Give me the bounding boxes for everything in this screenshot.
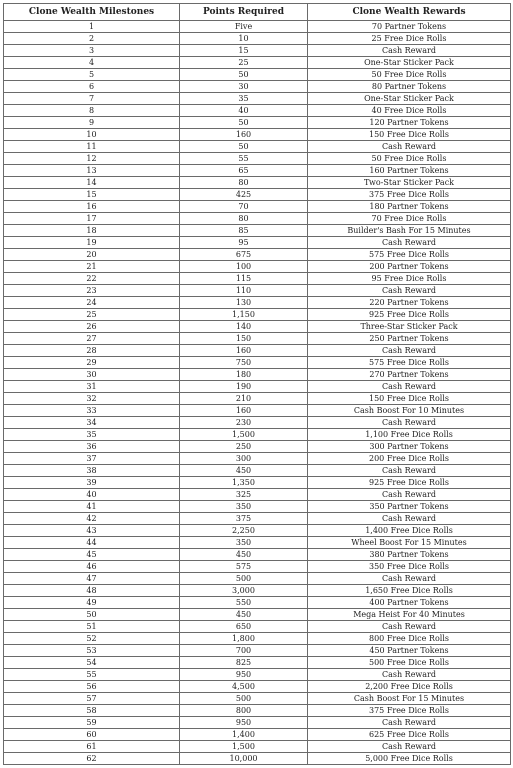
points-cell: 50 [180,141,308,153]
table-row [4,285,511,297]
table-row [4,249,511,261]
table-row [4,213,511,225]
table-row [4,45,511,57]
reward-cell: 300 Partner Tokens [308,441,511,453]
points-cell: 180 [180,369,308,381]
table-row [4,345,511,357]
table-body [4,21,511,765]
milestone-cell: 26 [4,321,180,333]
points-cell: 650 [180,621,308,633]
points-cell: 210 [180,393,308,405]
reward-cell: 200 Free Dice Rolls [308,453,511,465]
milestone-cell: 45 [4,549,180,561]
milestone-cell: 39 [4,477,180,489]
table-row [4,105,511,117]
milestone-cell: 46 [4,561,180,573]
header-milestones: Clone Wealth Milestones [4,4,180,21]
reward-cell: One-Star Sticker Pack [308,93,511,105]
milestone-cell: 4 [4,57,180,69]
reward-cell: 160 Partner Tokens [308,165,511,177]
points-cell: 1,400 [180,729,308,741]
milestone-cell: 47 [4,573,180,585]
table-row [4,153,511,165]
reward-cell: Two-Star Sticker Pack [308,177,511,189]
reward-cell: Mega Heist For 40 Minutes [308,609,511,621]
points-cell: 150 [180,333,308,345]
reward-cell: 375 Free Dice Rolls [308,705,511,717]
reward-cell: 150 Free Dice Rolls [308,129,511,141]
table-row [4,717,511,729]
reward-cell: 380 Partner Tokens [308,549,511,561]
points-cell: 425 [180,189,308,201]
milestone-cell: 38 [4,465,180,477]
table-row [4,381,511,393]
table-row [4,297,511,309]
reward-cell: 200 Partner Tokens [308,261,511,273]
milestone-cell: 44 [4,537,180,549]
table-row [4,669,511,681]
table-row [4,309,511,321]
reward-cell: 220 Partner Tokens [308,297,511,309]
reward-cell: Cash Reward [308,345,511,357]
points-cell: 450 [180,609,308,621]
points-cell: 80 [180,213,308,225]
points-cell: 1,500 [180,429,308,441]
points-cell: 500 [180,693,308,705]
table-row [4,561,511,573]
milestone-cell: 58 [4,705,180,717]
reward-cell: 70 Partner Tokens [308,21,511,33]
table-row [4,441,511,453]
table-row [4,465,511,477]
table-row [4,705,511,717]
reward-cell: 925 Free Dice Rolls [308,477,511,489]
reward-cell: Cash Reward [308,285,511,297]
reward-cell: 1,400 Free Dice Rolls [308,525,511,537]
milestone-cell: 32 [4,393,180,405]
reward-cell: 180 Partner Tokens [308,201,511,213]
points-cell: 450 [180,549,308,561]
milestone-cell: 53 [4,645,180,657]
table-row [4,237,511,249]
milestone-cell: 18 [4,225,180,237]
points-cell: 4,500 [180,681,308,693]
points-cell: 115 [180,273,308,285]
reward-cell: 50 Free Dice Rolls [308,69,511,81]
milestone-cell: 57 [4,693,180,705]
table-row [4,585,511,597]
table-row [4,57,511,69]
table-row [4,273,511,285]
milestone-cell: 40 [4,489,180,501]
milestone-cell: 59 [4,717,180,729]
milestone-cell: 6 [4,81,180,93]
reward-cell: Cash Reward [308,141,511,153]
milestone-cell: 13 [4,165,180,177]
table-row [4,369,511,381]
table-row [4,117,511,129]
reward-cell: Cash Reward [308,717,511,729]
points-cell: 1,350 [180,477,308,489]
table-row [4,333,511,345]
points-cell: 10,000 [180,753,308,765]
milestone-cell: 9 [4,117,180,129]
milestone-cell: 36 [4,441,180,453]
milestone-cell: 12 [4,153,180,165]
table-row [4,189,511,201]
milestone-cell: 33 [4,405,180,417]
milestone-cell: 10 [4,129,180,141]
table-row [4,417,511,429]
reward-cell: 350 Free Dice Rolls [308,561,511,573]
milestone-cell: 2 [4,33,180,45]
milestone-cell: 27 [4,333,180,345]
points-cell: 500 [180,573,308,585]
milestone-cell: 31 [4,381,180,393]
points-cell: 190 [180,381,308,393]
points-cell: 350 [180,501,308,513]
points-cell: 130 [180,297,308,309]
reward-cell: 925 Free Dice Rolls [308,309,511,321]
milestone-cell: 30 [4,369,180,381]
milestone-cell: 24 [4,297,180,309]
points-cell: 110 [180,285,308,297]
table-row [4,645,511,657]
table-row [4,33,511,45]
milestone-cell: 20 [4,249,180,261]
milestone-cell: 51 [4,621,180,633]
reward-cell: 270 Partner Tokens [308,369,511,381]
points-cell: 10 [180,33,308,45]
points-cell: 825 [180,657,308,669]
points-cell: 2,250 [180,525,308,537]
reward-cell: 250 Partner Tokens [308,333,511,345]
points-cell: 230 [180,417,308,429]
points-cell: 140 [180,321,308,333]
table-row [4,621,511,633]
table-row [4,525,511,537]
table-row [4,177,511,189]
milestone-cell: 3 [4,45,180,57]
table-row [4,489,511,501]
table-row [4,657,511,669]
reward-cell: Cash Reward [308,417,511,429]
table-row [4,165,511,177]
milestone-cell: 48 [4,585,180,597]
table-row [4,501,511,513]
table-row [4,393,511,405]
points-cell: 950 [180,717,308,729]
reward-cell: 575 Free Dice Rolls [308,357,511,369]
table-row [4,633,511,645]
points-cell: 1,150 [180,309,308,321]
reward-cell: Cash Reward [308,237,511,249]
table-row [4,741,511,753]
points-cell: 800 [180,705,308,717]
points-cell: 950 [180,669,308,681]
table-row [4,357,511,369]
reward-cell: 1,100 Free Dice Rolls [308,429,511,441]
reward-cell: Builder's Bash For 15 Minutes [308,225,511,237]
milestone-cell: 52 [4,633,180,645]
milestone-cell: 54 [4,657,180,669]
points-cell: 80 [180,177,308,189]
points-cell: 160 [180,345,308,357]
points-cell: 95 [180,237,308,249]
reward-cell: 400 Partner Tokens [308,597,511,609]
milestone-cell: 5 [4,69,180,81]
milestone-cell: 23 [4,285,180,297]
reward-cell: Cash Boost For 15 Minutes [308,693,511,705]
table-row [4,513,511,525]
milestone-cell: 22 [4,273,180,285]
milestone-cell: 49 [4,597,180,609]
milestone-cell: 55 [4,669,180,681]
milestone-cell: 34 [4,417,180,429]
milestone-cell: 19 [4,237,180,249]
points-cell: 325 [180,489,308,501]
header-points-required: Points Required [180,4,308,21]
points-cell: 350 [180,537,308,549]
points-cell: 160 [180,129,308,141]
points-cell: 50 [180,69,308,81]
milestone-cell: 61 [4,741,180,753]
points-cell: 70 [180,201,308,213]
reward-cell: 350 Partner Tokens [308,501,511,513]
reward-cell: Cash Reward [308,381,511,393]
points-cell: 65 [180,165,308,177]
milestone-cell: 15 [4,189,180,201]
reward-cell: One-Star Sticker Pack [308,57,511,69]
milestone-cell: 29 [4,357,180,369]
table-row [4,141,511,153]
points-cell: 3,000 [180,585,308,597]
points-cell: 160 [180,405,308,417]
points-cell: 100 [180,261,308,273]
header-rewards: Clone Wealth Rewards [308,4,511,21]
milestone-cell: 17 [4,213,180,225]
reward-cell: Cash Reward [308,741,511,753]
points-cell: 550 [180,597,308,609]
points-cell: 675 [180,249,308,261]
milestone-cell: 7 [4,93,180,105]
milestones-table [3,3,511,765]
reward-cell: 40 Free Dice Rolls [308,105,511,117]
reward-cell: Cash Reward [308,621,511,633]
points-cell: 85 [180,225,308,237]
header-row [4,4,511,21]
points-cell: 575 [180,561,308,573]
milestone-cell: 21 [4,261,180,273]
table-row [4,321,511,333]
milestone-cell: 56 [4,681,180,693]
points-cell: 750 [180,357,308,369]
points-cell: 55 [180,153,308,165]
reward-cell: Cash Boost For 10 Minutes [308,405,511,417]
reward-cell: 625 Free Dice Rolls [308,729,511,741]
table-row [4,81,511,93]
milestone-cell: 14 [4,177,180,189]
reward-cell: 70 Free Dice Rolls [308,213,511,225]
table-row [4,225,511,237]
reward-cell: 375 Free Dice Rolls [308,189,511,201]
table-row [4,681,511,693]
table-row [4,429,511,441]
points-cell: 25 [180,57,308,69]
points-cell: 40 [180,105,308,117]
table-row [4,753,511,765]
milestone-cell: 8 [4,105,180,117]
reward-cell: Cash Reward [308,465,511,477]
points-cell: 1,800 [180,633,308,645]
table-row [4,609,511,621]
reward-cell: Cash Reward [308,513,511,525]
reward-cell: Cash Reward [308,489,511,501]
reward-cell: 120 Partner Tokens [308,117,511,129]
table-row [4,453,511,465]
points-cell: 30 [180,81,308,93]
points-cell: 450 [180,465,308,477]
table-row [4,405,511,417]
table-row [4,261,511,273]
reward-cell: 2,200 Free Dice Rolls [308,681,511,693]
table-row [4,573,511,585]
milestone-cell: 37 [4,453,180,465]
table-row [4,93,511,105]
points-cell: 50 [180,117,308,129]
milestone-cell: 16 [4,201,180,213]
milestone-cell: 60 [4,729,180,741]
milestone-cell: 11 [4,141,180,153]
reward-cell: Cash Reward [308,45,511,57]
milestone-cell: 35 [4,429,180,441]
reward-cell: 95 Free Dice Rolls [308,273,511,285]
table-row [4,549,511,561]
milestone-cell: 42 [4,513,180,525]
milestone-cell: 50 [4,609,180,621]
reward-cell: Cash Reward [308,573,511,585]
reward-cell: 800 Free Dice Rolls [308,633,511,645]
points-cell: 35 [180,93,308,105]
reward-cell: 5,000 Free Dice Rolls [308,753,511,765]
reward-cell: 575 Free Dice Rolls [308,249,511,261]
points-cell: 700 [180,645,308,657]
table-row [4,729,511,741]
table-row [4,201,511,213]
milestone-cell: 43 [4,525,180,537]
reward-cell: 80 Partner Tokens [308,81,511,93]
reward-cell: 1,650 Free Dice Rolls [308,585,511,597]
milestone-cell: 28 [4,345,180,357]
reward-cell: 150 Free Dice Rolls [308,393,511,405]
points-cell: 15 [180,45,308,57]
table-row [4,537,511,549]
reward-cell: 450 Partner Tokens [308,645,511,657]
points-cell: 1,500 [180,741,308,753]
milestone-cell: 41 [4,501,180,513]
table-row [4,69,511,81]
points-cell: 300 [180,453,308,465]
table-row [4,693,511,705]
points-cell: Five [180,21,308,33]
reward-cell: Wheel Boost For 15 Minutes [308,537,511,549]
points-cell: 375 [180,513,308,525]
milestone-cell: 25 [4,309,180,321]
reward-cell: Three-Star Sticker Pack [308,321,511,333]
points-cell: 250 [180,441,308,453]
table-row [4,21,511,33]
reward-cell: 25 Free Dice Rolls [308,33,511,45]
reward-cell: 50 Free Dice Rolls [308,153,511,165]
milestone-cell: 1 [4,21,180,33]
reward-cell: Cash Reward [308,669,511,681]
milestone-cell: 62 [4,753,180,765]
table-row [4,477,511,489]
table-row [4,129,511,141]
reward-cell: 500 Free Dice Rolls [308,657,511,669]
table-row [4,597,511,609]
